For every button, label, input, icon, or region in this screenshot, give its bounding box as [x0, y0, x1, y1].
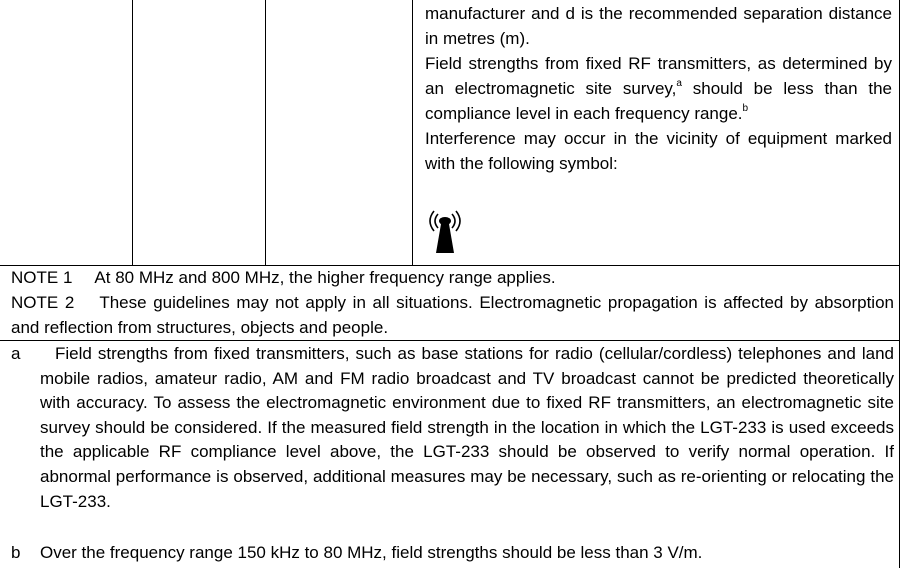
note-1: NOTE 1 At 80 MHz and 800 MHz, the higher frequency range applies.: [11, 268, 556, 287]
table-col-divider: [132, 0, 133, 266]
footnote-ref-a: a: [676, 78, 682, 89]
non-ionizing-radiation-icon: [424, 207, 466, 257]
footnote-b-label: b: [11, 543, 21, 562]
footnote-a-label: a: [11, 344, 21, 363]
footnote-b: [11, 541, 894, 566]
table-col-divider: [265, 0, 266, 266]
footnote-a: [11, 342, 894, 514]
footnote-ref-b: b: [742, 103, 749, 114]
table-col-divider: [412, 0, 413, 266]
notes-block: [11, 265, 894, 340]
cell-line-interference: Interference may occur in the vicinity of equipment marked with the following symbol:: [425, 129, 892, 173]
cell-line: manufacturer and d is the recommended separation distance in metres (m).: [425, 4, 892, 48]
cell-line-survey: Field strengths from fixed RF transmitters, as determined by an electromagnetic site survey,$^a$ should be less than the compliance level in each frequency range.$^b$: [425, 54, 892, 123]
table-cell-guidance: [425, 1, 892, 176]
note-2: NOTE 2 These guidelines may not apply in all situations. Electromagnetic propagation is affected by absorption and reflection from structures, objects and people.: [11, 293, 894, 337]
footnote-a-text: Field strengths from fixed transmitters, such as base stations for radio (cellular/cordless) telephones and land mobile radios, amateur radio, AM and FM radio broadcast and TV broadcast cannot be predicted theoretically with accuracy. To assess the electromagnetic environment due to fixed RF transmitters, an electromagnetic site survey should be considered. If the measured field strength in the location in which the LGT-233 is used exceeds the applicable RF compliance level above, the LGT-233 should be observed to verify normal operation. If abnormal performance is observed, additional measures may be necessary, such as re-orienting or relocating the LGT-233.: [40, 344, 894, 511]
footnote-b-text: Over the frequency range 150 kHz to 80 MHz, field strengths should be less than 3 V/m.: [40, 543, 703, 562]
notes-divider: [0, 340, 900, 341]
